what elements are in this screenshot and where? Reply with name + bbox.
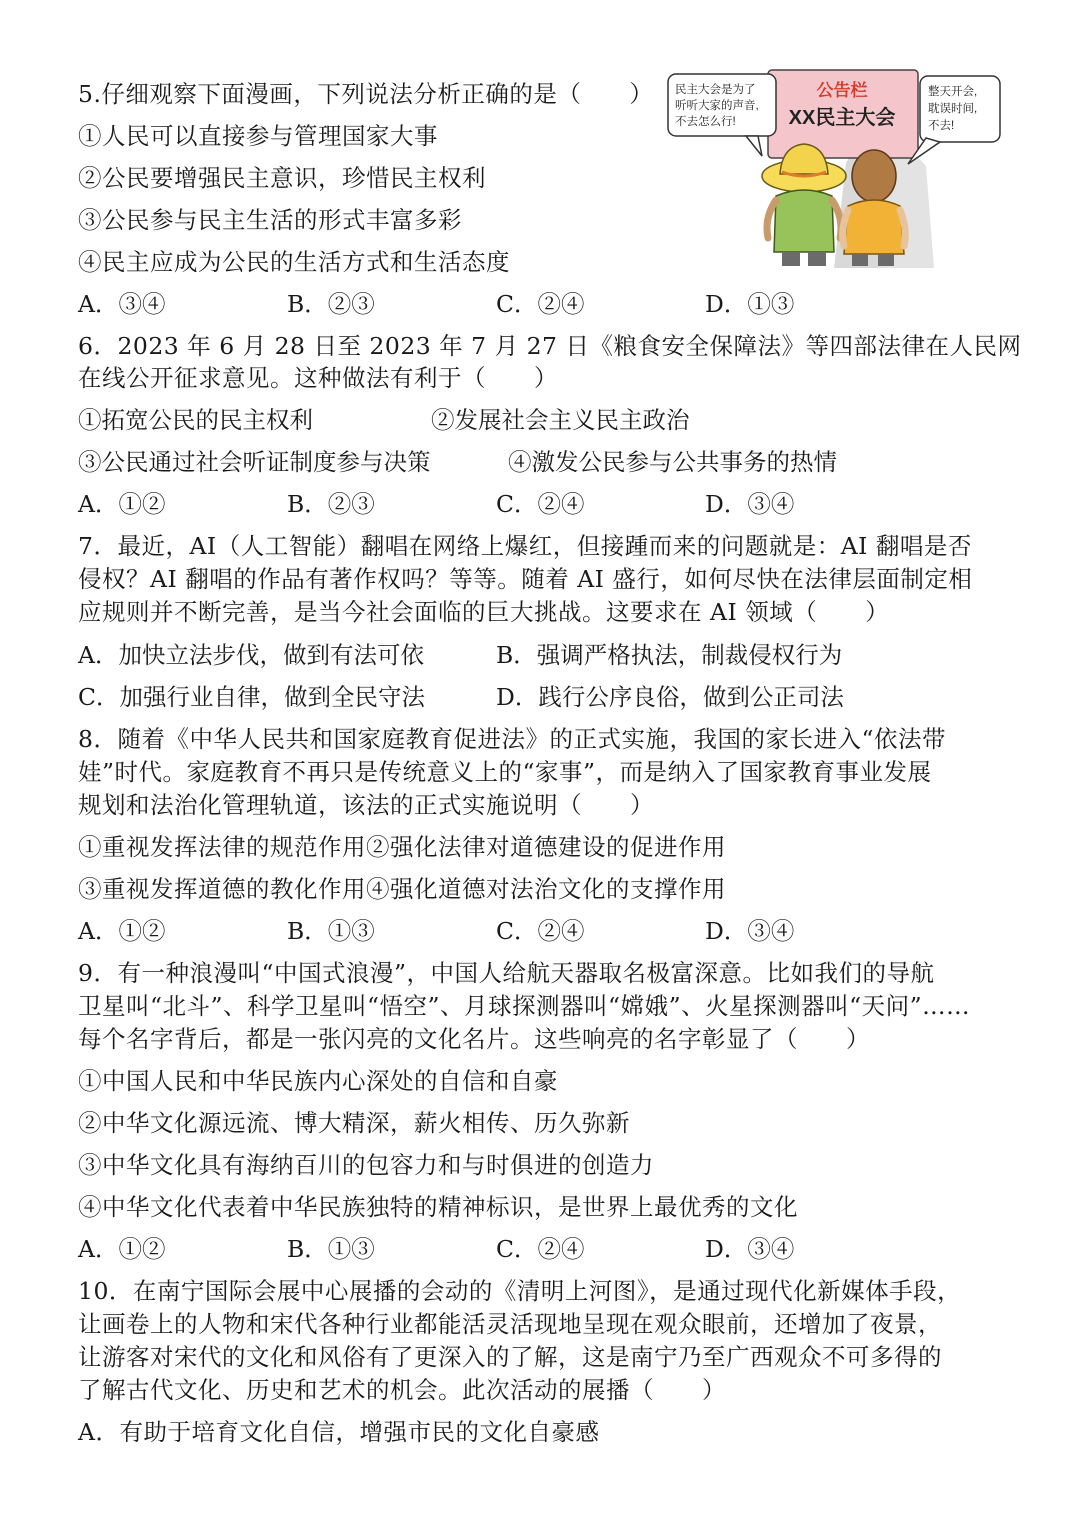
option-c: C．加强行业自律，做到全民守法 [78,683,425,711]
option-a: A．③④ [78,290,166,318]
question-stem: 5.仔细观察下面漫画，下列说法分析正确的是（ ） [78,80,654,108]
question-stem: 在线公开征求意见。这种做法有利于（ ） [78,364,558,392]
answer-options [78,488,1008,520]
question-stem: 规划和法治化管理轨道，该法的正式实施说明（ ） [78,791,654,819]
speech-text-right: 整天开会, 耽误时间, 不去! [928,86,978,132]
option-b: B．①③ [287,917,375,945]
statement-item: ①人民可以直接参与管理国家大事 [78,122,438,150]
person-straw-hat [762,144,846,266]
question-stem: 了解古代文化、历史和艺术的机会。此次活动的展播（ ） [78,1376,726,1404]
question-stem: 10．在南宁国际会展中心展播的会动的《清明上河图》，是通过现代化新媒体手段， [78,1277,962,1305]
option-b: B．②③ [287,490,375,518]
option-c: C．②④ [496,917,585,945]
question-stem: 卫星叫“北斗”、科学卫星叫“悟空”、月球探测器叫“嫦娥”、火星探测器叫“天问”…… [78,992,971,1020]
statement-item: ②公民要增强民主意识，珍惜民主权利 [78,164,486,192]
option-b: B．强调严格执法，制裁侵权行为 [496,641,843,669]
option-c: C．②④ [496,290,585,318]
question-stem: 娃”时代。家庭教育不再只是传统意义上的“家事”，而是纳入了国家教育事业发展 [78,758,932,786]
statement-item: ④中华文化代表着中华民族独特的精神标识，是世界上最优秀的文化 [78,1193,798,1221]
statement-item: ④激发公民参与公共事务的热情 [508,448,837,476]
statement-item: ③中华文化具有海纳百川的包容力和与时俱进的创造力 [78,1151,654,1179]
option-a: A．①② [78,490,166,518]
statement-item: ②发展社会主义民主政治 [431,406,690,434]
question-stem: 7．最近，AI（人工智能）翻唱在网络上爆红，但接踵而来的问题就是：AI 翻唱是否 [78,532,972,560]
statement-item: ④民主应成为公民的生活方式和生活态度 [78,248,510,276]
speech-text-left: 民主大会是为了 听听大家的声音, 不去怎么行! [675,84,759,128]
statement-row [78,446,1008,478]
answer-options [78,915,1008,947]
statement-item: ①拓宽公民的民主权利 [78,406,313,434]
question-stem: 每个名字背后，都是一张闪亮的文化名片。这些响亮的名字彰显了（ ） [78,1025,870,1053]
question-stem: 6．2023 年 6 月 28 日至 2023 年 7 月 27 日《粮食安全保障法》等四部法律在人民网 [78,332,1022,360]
option-a: A．①② [78,917,166,945]
statement-item: ①中国人民和中华民族内心深处的自信和自豪 [78,1067,558,1095]
option-b: B．②③ [287,290,375,318]
democracy-cartoon [664,68,1004,268]
answer-options [78,639,1008,671]
option-d: D．③④ [705,1235,795,1263]
question-stem: 侵权？AI 翻唱的作品有著作权吗？等等。随着 AI 盛行，如何尽快在法律层面制定相 [78,565,973,593]
answer-options [78,681,1008,713]
statement-item: ②中华文化源远流、博大精深，薪火相传、历久弥新 [78,1109,630,1137]
option-a: A．①② [78,1235,166,1263]
option-a: A．加快立法步伐，做到有法可依 [78,641,424,669]
board-title: XX民主大会 [788,107,896,129]
option-d: D．践行公序良俗，做到公正司法 [496,683,844,711]
statement-item: ③重视发挥道德的教化作用④强化道德对法治文化的支撑作用 [78,875,726,903]
question-stem: 应规则并不断完善，是当今社会面临的巨大挑战。这要求在 AI 领域（ ） [78,598,890,626]
option-d: D．①③ [705,290,795,318]
option-c: C．②④ [496,1235,585,1263]
question-stem: 9．有一种浪漫叫“中国式浪漫”，中国人给航天器取名极富深意。比如我们的导航 [78,959,935,987]
option-d: D．③④ [705,917,795,945]
statement-item: ①重视发挥法律的规范作用②强化法律对道德建设的促进作用 [78,833,726,861]
answer-options [78,1233,1008,1265]
question-stem: 8．随着《中华人民共和国家庭教育促进法》的正式实施，我国的家长进入“依法带 [78,725,946,753]
option-d: D．③④ [705,490,795,518]
statement-item: ③公民通过社会听证制度参与决策 [78,448,431,476]
statement-row [78,404,1008,436]
option-a: A．有助于培育文化自信，增强市民的文化自豪感 [78,1418,600,1446]
board-header: 公告栏 [816,81,868,100]
question-stem: 让画卷上的人物和宋代各种行业都能活灵活现地呈现在观众眼前，还增加了夜景， [78,1310,942,1338]
answer-options [78,288,1008,320]
option-b: B．①③ [287,1235,375,1263]
question-stem: 让游客对宋代的文化和风俗有了更深入的了解，这是南宁乃至广西观众不可多得的 [78,1343,942,1371]
option-c: C．②④ [496,490,585,518]
statement-item: ③公民参与民主生活的形式丰富多彩 [78,206,462,234]
